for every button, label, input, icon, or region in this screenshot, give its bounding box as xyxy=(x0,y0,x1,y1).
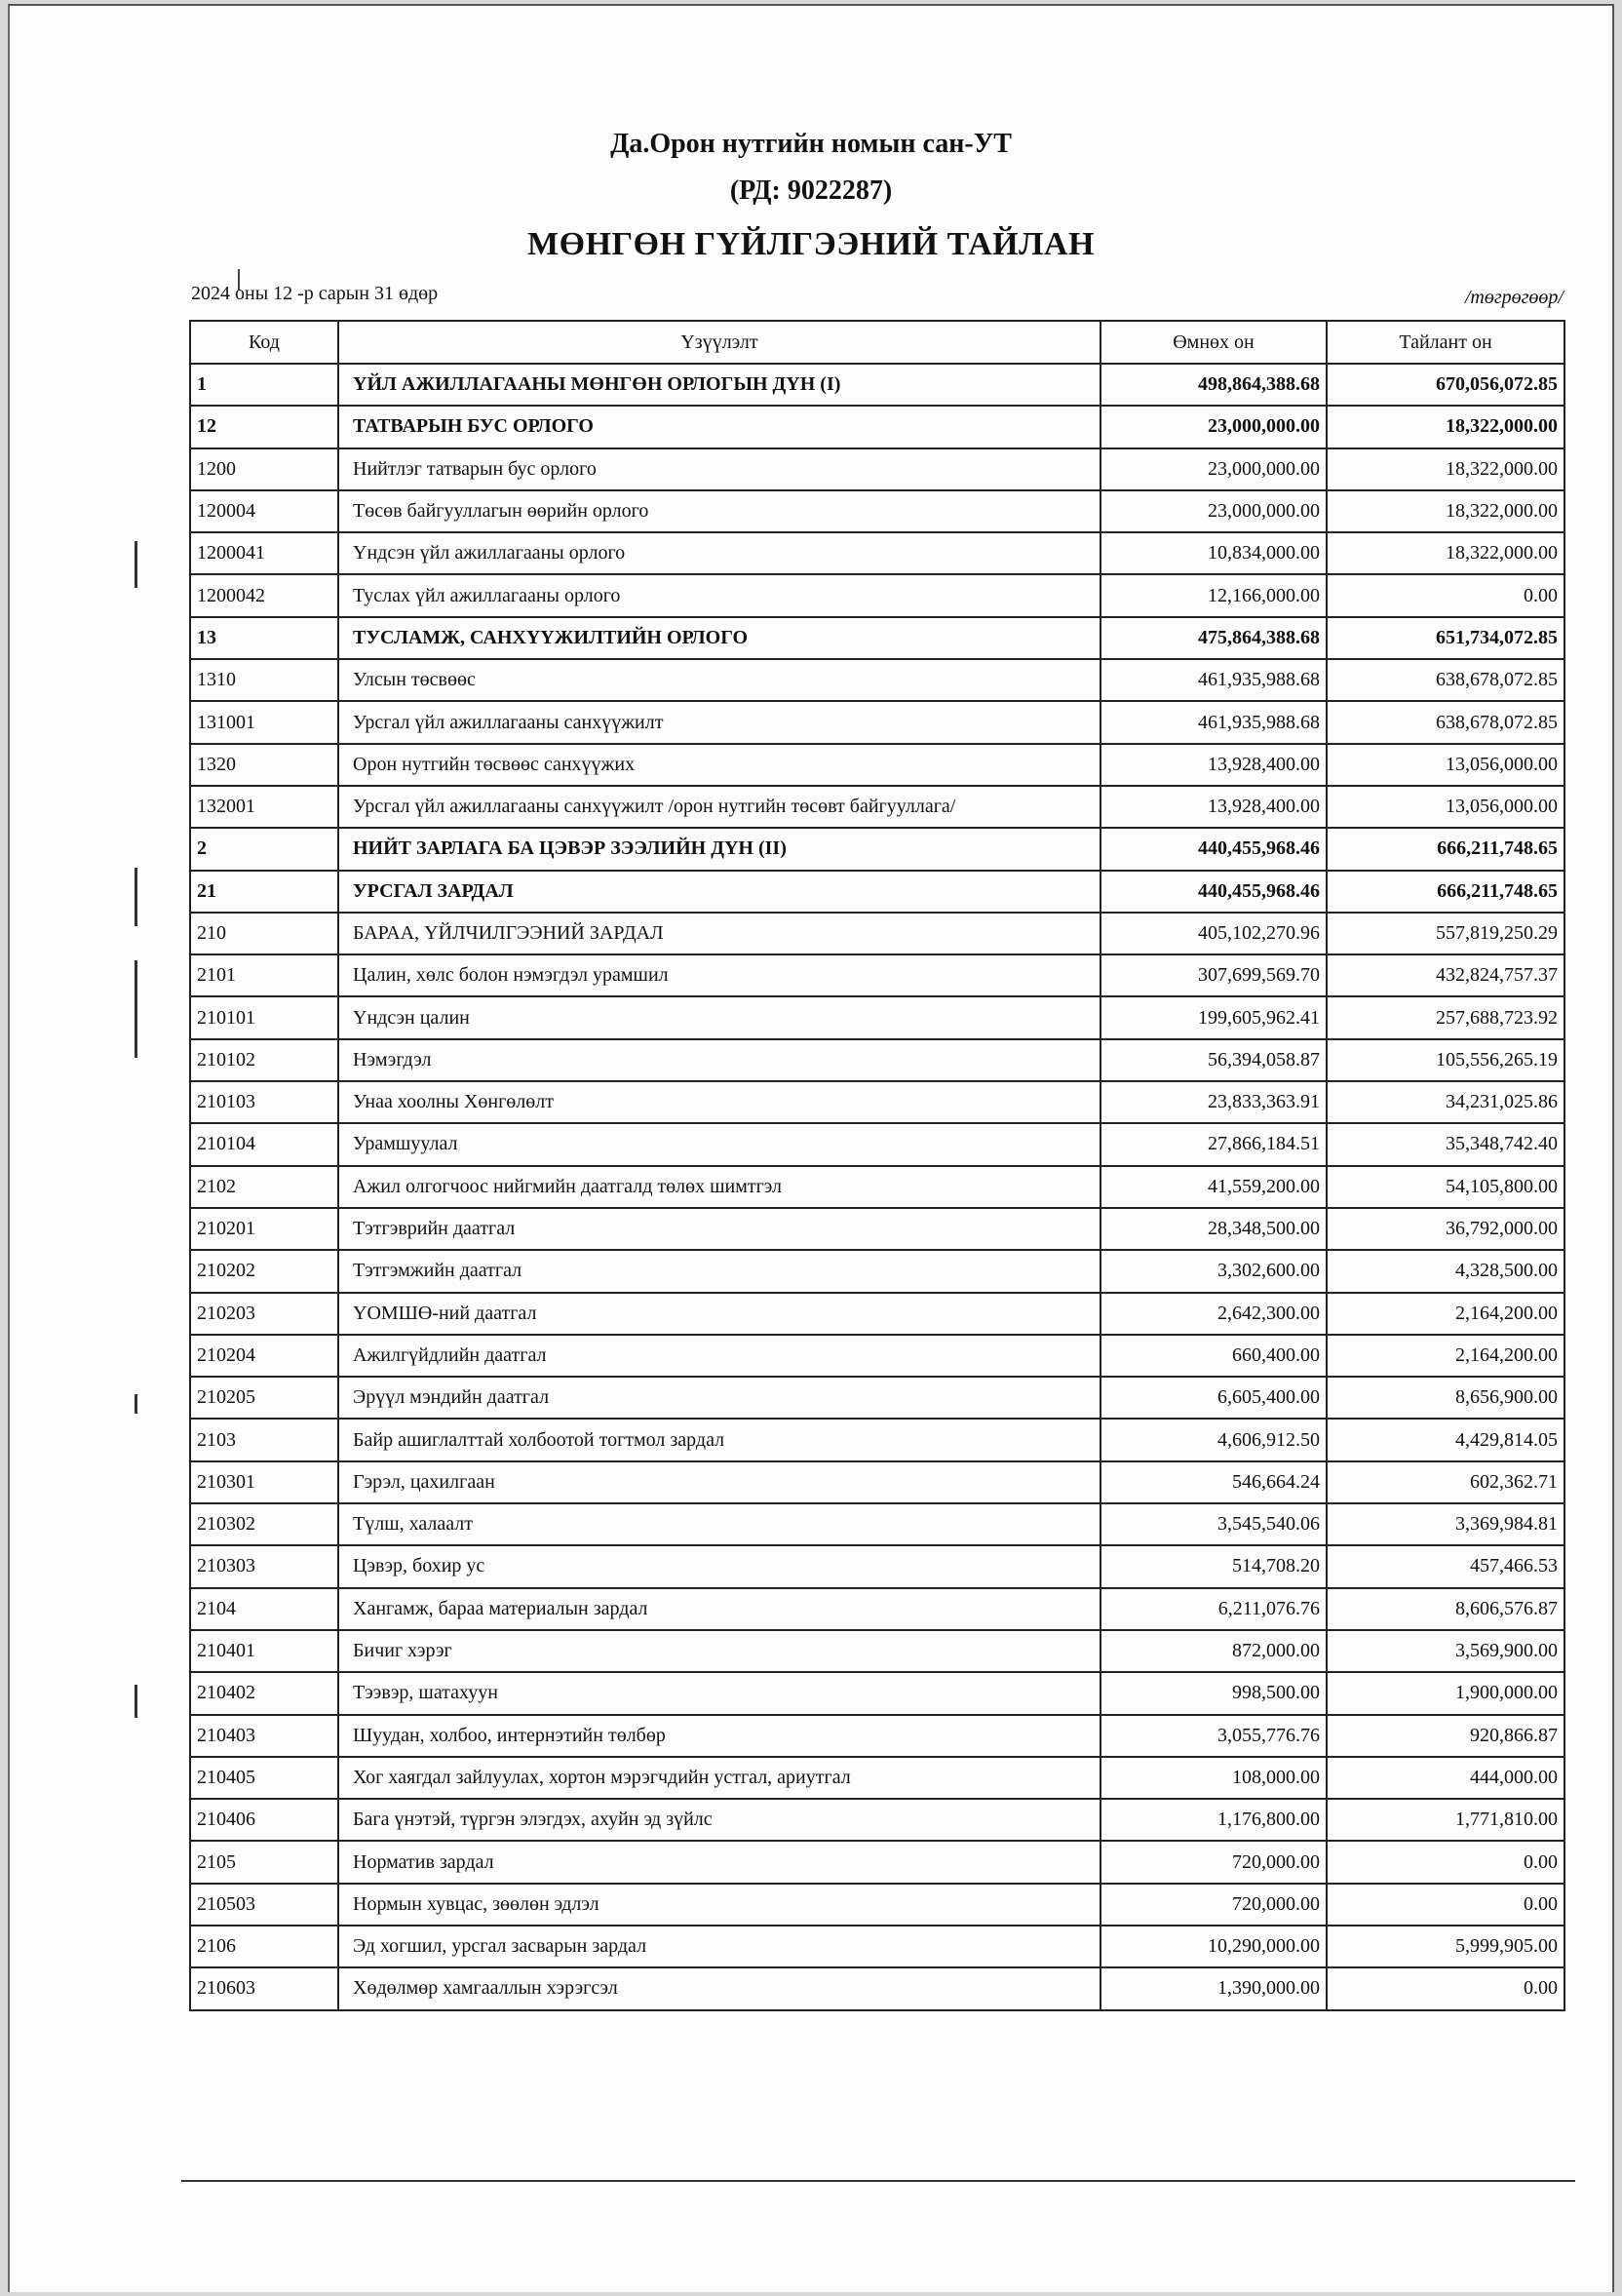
cell-reporting-year: 54,105,800.00 xyxy=(1327,1166,1564,1208)
margin-mark xyxy=(135,1685,137,1718)
table-row xyxy=(190,1335,1564,1377)
cell-previous-year: 4,606,912.50 xyxy=(1101,1419,1327,1460)
table-row xyxy=(190,1926,1564,1967)
cell-indicator: Нэмэгдэл xyxy=(338,1039,1101,1081)
cell-indicator: Урсгал үйл ажиллагааны санхүүжилт xyxy=(338,701,1101,743)
table-row xyxy=(190,1377,1564,1419)
cell-reporting-year: 457,466.53 xyxy=(1327,1545,1564,1587)
organization-name: Да.Орон нутгийн номын сан-УТ xyxy=(610,129,1012,159)
cell-code: 210202 xyxy=(190,1250,338,1292)
cell-reporting-year: 444,000.00 xyxy=(1327,1757,1564,1799)
cell-previous-year: 23,000,000.00 xyxy=(1101,406,1327,448)
column-header-indicator: Үзүүлэлт xyxy=(338,321,1101,364)
cell-code: 21 xyxy=(190,871,338,913)
table-row xyxy=(190,996,1564,1038)
table-row xyxy=(190,659,1564,701)
table-row xyxy=(190,406,1564,448)
cell-indicator: Эрүүл мэндийн даатгал xyxy=(338,1377,1101,1419)
cell-previous-year: 2,642,300.00 xyxy=(1101,1293,1327,1335)
cell-reporting-year: 18,322,000.00 xyxy=(1327,532,1564,574)
cell-previous-year: 3,055,776.76 xyxy=(1101,1715,1327,1757)
cell-reporting-year: 5,999,905.00 xyxy=(1327,1926,1564,1967)
cell-reporting-year: 13,056,000.00 xyxy=(1327,744,1564,786)
margin-mark xyxy=(135,868,137,926)
table-row xyxy=(190,1967,1564,2009)
cell-indicator: Нийтлэг татварын бус орлого xyxy=(338,448,1101,490)
cell-reporting-year: 1,771,810.00 xyxy=(1327,1799,1564,1841)
table-row xyxy=(190,1715,1564,1757)
cell-indicator: Цалин, хөлс болон нэмэгдэл урамшил xyxy=(338,954,1101,996)
table-row xyxy=(190,1419,1564,1460)
cell-code: 1 xyxy=(190,364,338,406)
cell-code: 210503 xyxy=(190,1884,338,1926)
cell-previous-year: 13,928,400.00 xyxy=(1101,786,1327,828)
cell-indicator: Үндсэн цалин xyxy=(338,996,1101,1038)
cell-reporting-year: 13,056,000.00 xyxy=(1327,786,1564,828)
table-row xyxy=(190,1461,1564,1503)
cell-indicator: Тэтгэмжийн даатгал xyxy=(338,1250,1101,1292)
table-row xyxy=(190,1799,1564,1841)
registration-number: (РД: 9022287) xyxy=(729,175,893,206)
cell-code: 2105 xyxy=(190,1841,338,1883)
cell-indicator: Хөдөлмөр хамгааллын хэрэгсэл xyxy=(338,1967,1101,2009)
table-header-row xyxy=(190,321,1564,364)
cell-reporting-year: 2,164,200.00 xyxy=(1327,1293,1564,1335)
cell-previous-year: 1,390,000.00 xyxy=(1101,1967,1327,2009)
cell-code: 210405 xyxy=(190,1757,338,1799)
table-row xyxy=(190,701,1564,743)
cell-code: 210203 xyxy=(190,1293,338,1335)
table-row xyxy=(190,1588,1564,1630)
table-row xyxy=(190,1039,1564,1081)
table-row xyxy=(190,1884,1564,1926)
cell-reporting-year: 638,678,072.85 xyxy=(1327,659,1564,701)
cell-indicator: Шуудан, холбоо, интернэтийн төлбөр xyxy=(338,1715,1101,1757)
cell-code: 210301 xyxy=(190,1461,338,1503)
cell-indicator: Унаа хоолны Хөнгөлөлт xyxy=(338,1081,1101,1123)
cell-previous-year: 307,699,569.70 xyxy=(1101,954,1327,996)
cell-code: 210 xyxy=(190,913,338,954)
cell-indicator: Норматив зардал xyxy=(338,1841,1101,1883)
cell-code: 120004 xyxy=(190,490,338,532)
cell-previous-year: 10,290,000.00 xyxy=(1101,1926,1327,1967)
cell-reporting-year: 18,322,000.00 xyxy=(1327,406,1564,448)
cell-indicator: НИЙТ ЗАРЛАГА БА ЦЭВЭР ЗЭЭЛИЙН ДҮН (II) xyxy=(338,828,1101,870)
cell-previous-year: 546,664.24 xyxy=(1101,1461,1327,1503)
cell-code: 132001 xyxy=(190,786,338,828)
table-row xyxy=(190,532,1564,574)
cell-reporting-year: 638,678,072.85 xyxy=(1327,701,1564,743)
cell-previous-year: 23,000,000.00 xyxy=(1101,490,1327,532)
cell-reporting-year: 670,056,072.85 xyxy=(1327,364,1564,406)
cell-previous-year: 440,455,968.46 xyxy=(1101,871,1327,913)
cell-previous-year: 23,833,363.91 xyxy=(1101,1081,1327,1123)
cell-reporting-year: 2,164,200.00 xyxy=(1327,1335,1564,1377)
cell-code: 2103 xyxy=(190,1419,338,1460)
cell-indicator: Гэрэл, цахилгаан xyxy=(338,1461,1101,1503)
cell-indicator: Үндсэн үйл ажиллагааны орлого xyxy=(338,532,1101,574)
cell-reporting-year: 4,429,814.05 xyxy=(1327,1419,1564,1460)
table-row xyxy=(190,1630,1564,1672)
table-row xyxy=(190,574,1564,616)
cell-code: 12 xyxy=(190,406,338,448)
currency-unit: /төгрөгөөр/ xyxy=(1464,287,1564,308)
table-row xyxy=(190,364,1564,406)
table-row xyxy=(190,448,1564,490)
cell-indicator: Бичиг хэрэг xyxy=(338,1630,1101,1672)
cell-code: 210102 xyxy=(190,1039,338,1081)
report-date: 2024 оны 12 -р сарын 31 өдөр xyxy=(191,283,439,304)
cell-previous-year: 56,394,058.87 xyxy=(1101,1039,1327,1081)
cell-previous-year: 10,834,000.00 xyxy=(1101,532,1327,574)
table-row xyxy=(190,913,1564,954)
cell-reporting-year: 3,369,984.81 xyxy=(1327,1503,1564,1545)
cell-indicator: Орон нутгийн төсвөөс санхүүжих xyxy=(338,744,1101,786)
cell-reporting-year: 34,231,025.86 xyxy=(1327,1081,1564,1123)
cell-previous-year: 1,176,800.00 xyxy=(1101,1799,1327,1841)
cell-indicator: Хог хаягдал зайлуулах, хортон мэрэгчдийн устгал, ариутгал xyxy=(338,1757,1101,1799)
margin-mark xyxy=(135,1394,137,1414)
cell-previous-year: 41,559,200.00 xyxy=(1101,1166,1327,1208)
cell-previous-year: 660,400.00 xyxy=(1101,1335,1327,1377)
cell-reporting-year: 557,819,250.29 xyxy=(1327,913,1564,954)
cell-previous-year: 720,000.00 xyxy=(1101,1841,1327,1883)
cell-indicator: Урамшуулал xyxy=(338,1123,1101,1165)
cell-indicator: Улсын төсвөөс xyxy=(338,659,1101,701)
cell-indicator: ТАТВАРЫН БУС ОРЛОГО xyxy=(338,406,1101,448)
cell-previous-year: 13,928,400.00 xyxy=(1101,744,1327,786)
table-row xyxy=(190,871,1564,913)
cell-reporting-year: 8,606,576.87 xyxy=(1327,1588,1564,1630)
cell-indicator: Нормын хувцас, зөөлөн эдлэл xyxy=(338,1884,1101,1926)
cell-reporting-year: 36,792,000.00 xyxy=(1327,1208,1564,1250)
table-row xyxy=(190,1166,1564,1208)
cell-reporting-year: 4,328,500.00 xyxy=(1327,1250,1564,1292)
cell-code: 1310 xyxy=(190,659,338,701)
cell-indicator: Байр ашиглалттай холбоотой тогтмол зардал xyxy=(338,1419,1101,1460)
column-header-previous-year: Өмнөх он xyxy=(1101,321,1327,364)
cell-reporting-year: 18,322,000.00 xyxy=(1327,490,1564,532)
cell-previous-year: 720,000.00 xyxy=(1101,1884,1327,1926)
cell-reporting-year: 257,688,723.92 xyxy=(1327,996,1564,1038)
cell-indicator: ҮОМШӨ-ний даатгал xyxy=(338,1293,1101,1335)
cell-previous-year: 405,102,270.96 xyxy=(1101,913,1327,954)
cell-reporting-year: 0.00 xyxy=(1327,1841,1564,1883)
cell-reporting-year: 8,656,900.00 xyxy=(1327,1377,1564,1419)
cell-code: 2 xyxy=(190,828,338,870)
cell-indicator: Бага үнэтэй, түргэн элэгдэх, ахуйн эд зүйлс xyxy=(338,1799,1101,1841)
cell-previous-year: 6,605,400.00 xyxy=(1101,1377,1327,1419)
cell-previous-year: 108,000.00 xyxy=(1101,1757,1327,1799)
cell-indicator: БАРАА, ҮЙЛЧИЛГЭЭНИЙ ЗАРДАЛ xyxy=(338,913,1101,954)
cell-previous-year: 498,864,388.68 xyxy=(1101,364,1327,406)
cell-code: 210406 xyxy=(190,1799,338,1841)
cash-flow-table xyxy=(189,320,1565,2011)
cell-previous-year: 514,708.20 xyxy=(1101,1545,1327,1587)
cell-code: 2106 xyxy=(190,1926,338,1967)
cell-code: 210303 xyxy=(190,1545,338,1587)
cell-code: 210403 xyxy=(190,1715,338,1757)
cell-reporting-year: 666,211,748.65 xyxy=(1327,828,1564,870)
cell-code: 1200 xyxy=(190,448,338,490)
margin-mark xyxy=(135,960,137,1058)
cell-indicator: ТУСЛАМЖ, САНХҮҮЖИЛТИЙН ОРЛОГО xyxy=(338,617,1101,659)
cell-reporting-year: 18,322,000.00 xyxy=(1327,448,1564,490)
table-row xyxy=(190,954,1564,996)
table-row xyxy=(190,744,1564,786)
cell-indicator: ҮЙЛ АЖИЛЛАГААНЫ МӨНГӨН ОРЛОГЫН ДҮН (I) xyxy=(338,364,1101,406)
cell-indicator: Ажилгүйдлийн даатгал xyxy=(338,1335,1101,1377)
cell-code: 210401 xyxy=(190,1630,338,1672)
cell-code: 1320 xyxy=(190,744,338,786)
cell-indicator: Тээвэр, шатахуун xyxy=(338,1672,1101,1714)
bottom-rule xyxy=(181,2180,1575,2182)
cell-code: 210402 xyxy=(190,1672,338,1714)
cell-reporting-year: 0.00 xyxy=(1327,1967,1564,2009)
cell-previous-year: 440,455,968.46 xyxy=(1101,828,1327,870)
cell-reporting-year: 0.00 xyxy=(1327,1884,1564,1926)
cell-previous-year: 872,000.00 xyxy=(1101,1630,1327,1672)
cell-previous-year: 28,348,500.00 xyxy=(1101,1208,1327,1250)
column-header-reporting-year: Тайлант он xyxy=(1327,321,1564,364)
cell-indicator: Хангамж, бараа материалын зардал xyxy=(338,1588,1101,1630)
cell-code: 1200042 xyxy=(190,574,338,616)
table-row xyxy=(190,786,1564,828)
table-row xyxy=(190,1841,1564,1883)
cell-code: 210104 xyxy=(190,1123,338,1165)
cell-reporting-year: 920,866.87 xyxy=(1327,1715,1564,1757)
table-row xyxy=(190,1123,1564,1165)
cell-indicator: Эд хогшил, урсгал засварын зардал xyxy=(338,1926,1101,1967)
cell-previous-year: 27,866,184.51 xyxy=(1101,1123,1327,1165)
cell-code: 210205 xyxy=(190,1377,338,1419)
cell-reporting-year: 105,556,265.19 xyxy=(1327,1039,1564,1081)
cell-indicator: Цэвэр, бохир ус xyxy=(338,1545,1101,1587)
cell-code: 210302 xyxy=(190,1503,338,1545)
cell-code: 131001 xyxy=(190,701,338,743)
cell-previous-year: 3,545,540.06 xyxy=(1101,1503,1327,1545)
cell-code: 2101 xyxy=(190,954,338,996)
cell-previous-year: 23,000,000.00 xyxy=(1101,448,1327,490)
cell-code: 1200041 xyxy=(190,532,338,574)
table-row xyxy=(190,617,1564,659)
column-header-code: Код xyxy=(190,321,338,364)
cell-code: 2102 xyxy=(190,1166,338,1208)
cell-indicator: УРСГАЛ ЗАРДАЛ xyxy=(338,871,1101,913)
cell-indicator: Тэтгэврийн даатгал xyxy=(338,1208,1101,1250)
cell-previous-year: 998,500.00 xyxy=(1101,1672,1327,1714)
cell-reporting-year: 651,734,072.85 xyxy=(1327,617,1564,659)
table-row xyxy=(190,1545,1564,1587)
cell-code: 210201 xyxy=(190,1208,338,1250)
table-row xyxy=(190,1250,1564,1292)
cell-previous-year: 461,935,988.68 xyxy=(1101,659,1327,701)
cell-reporting-year: 602,362.71 xyxy=(1327,1461,1564,1503)
cell-previous-year: 461,935,988.68 xyxy=(1101,701,1327,743)
cell-reporting-year: 3,569,900.00 xyxy=(1327,1630,1564,1672)
cell-code: 210101 xyxy=(190,996,338,1038)
cell-code: 210103 xyxy=(190,1081,338,1123)
table-row xyxy=(190,1757,1564,1799)
cell-code: 210603 xyxy=(190,1967,338,2009)
margin-mark xyxy=(135,541,137,588)
table-row xyxy=(190,828,1564,870)
cell-reporting-year: 666,211,748.65 xyxy=(1327,871,1564,913)
cell-previous-year: 3,302,600.00 xyxy=(1101,1250,1327,1292)
cell-reporting-year: 432,824,757.37 xyxy=(1327,954,1564,996)
cell-code: 2104 xyxy=(190,1588,338,1630)
cell-indicator: Урсгал үйл ажиллагааны санхүүжилт /орон нутгийн төсөвт байгууллага/ xyxy=(338,786,1101,828)
cell-previous-year: 199,605,962.41 xyxy=(1101,996,1327,1038)
table-row xyxy=(190,1208,1564,1250)
cell-code: 210204 xyxy=(190,1335,338,1377)
table-row xyxy=(190,1672,1564,1714)
cell-previous-year: 6,211,076.76 xyxy=(1101,1588,1327,1630)
cell-previous-year: 475,864,388.68 xyxy=(1101,617,1327,659)
cell-indicator: Түлш, халаалт xyxy=(338,1503,1101,1545)
cell-reporting-year: 1,900,000.00 xyxy=(1327,1672,1564,1714)
cell-indicator: Төсөв байгууллагын өөрийн орлого xyxy=(338,490,1101,532)
report-title: МӨНГӨН ГҮЙЛГЭЭНИЙ ТАЙЛАН xyxy=(527,226,1095,262)
table-row xyxy=(190,1503,1564,1545)
cell-code: 13 xyxy=(190,617,338,659)
table-row xyxy=(190,1081,1564,1123)
cell-previous-year: 12,166,000.00 xyxy=(1101,574,1327,616)
cell-indicator: Ажил олгогчоос нийгмийн даатгалд төлөх шимтгэл xyxy=(338,1166,1101,1208)
cell-reporting-year: 0.00 xyxy=(1327,574,1564,616)
cell-reporting-year: 35,348,742.40 xyxy=(1327,1123,1564,1165)
table-row xyxy=(190,1293,1564,1335)
table-row xyxy=(190,490,1564,532)
cell-indicator: Туслах үйл ажиллагааны орлого xyxy=(338,574,1101,616)
